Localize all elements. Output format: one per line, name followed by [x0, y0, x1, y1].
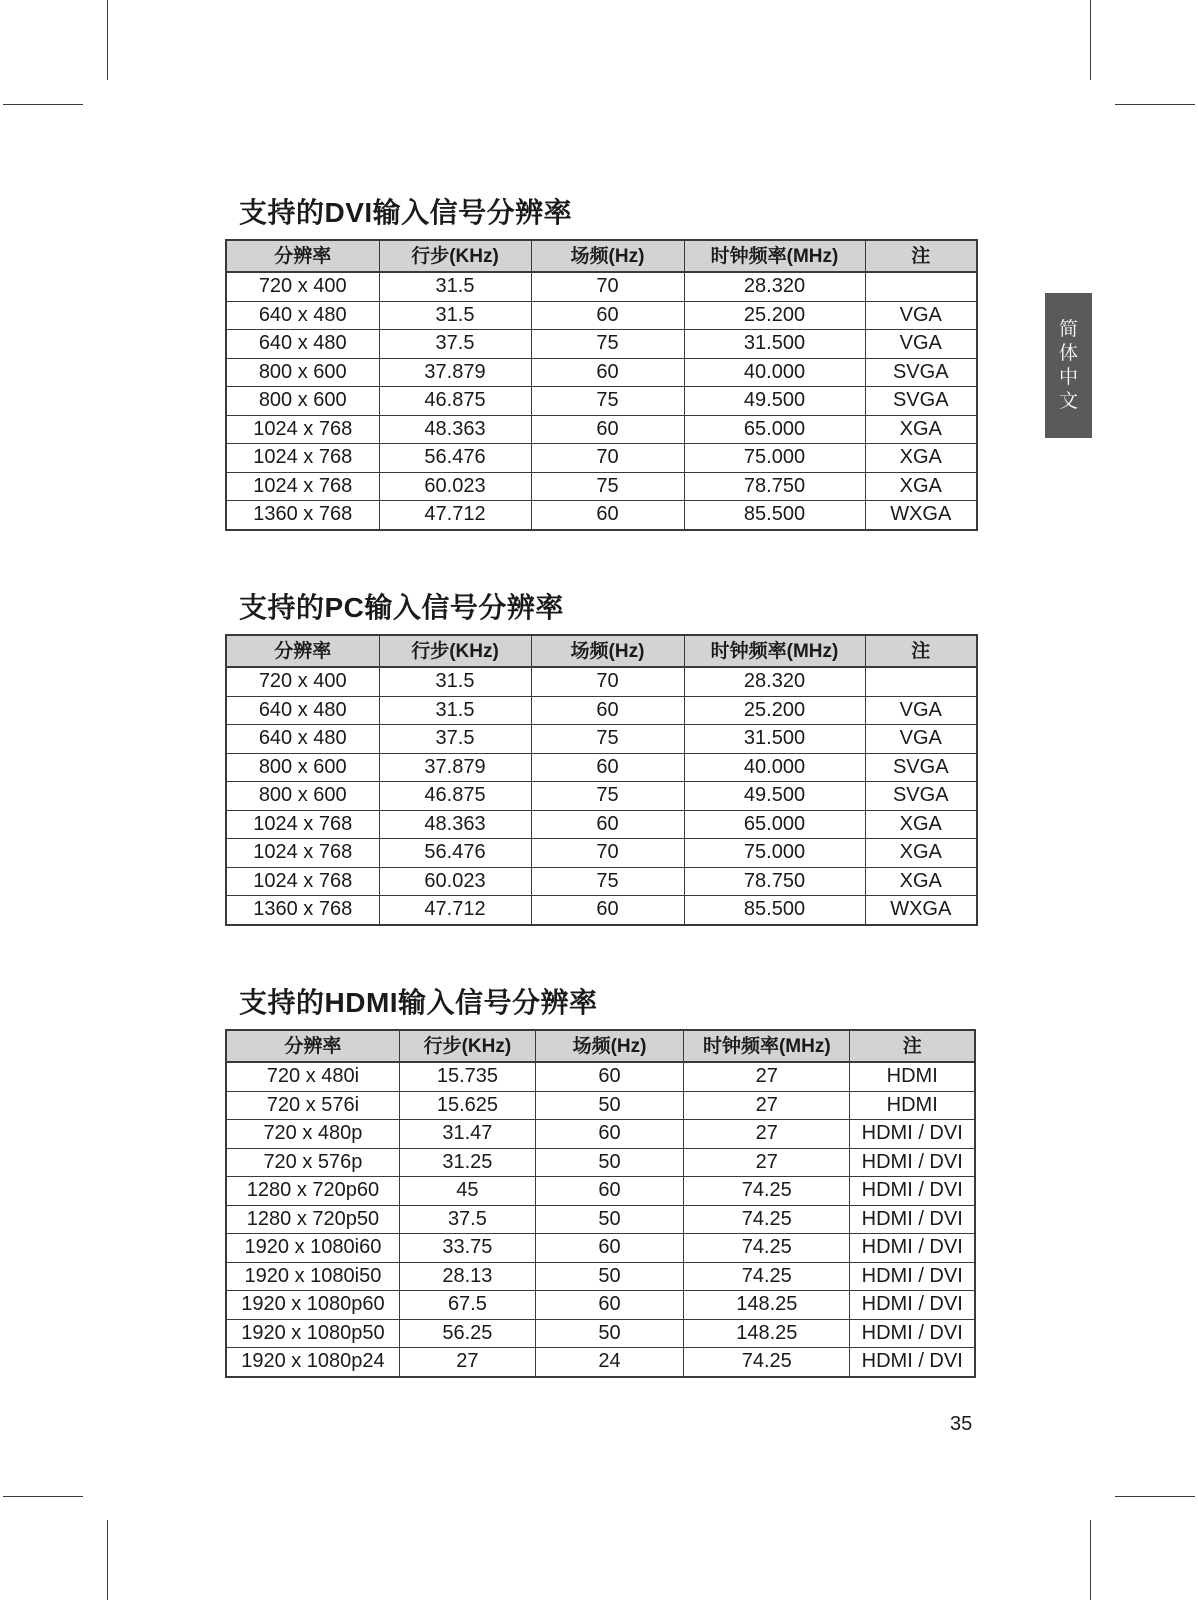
- table-row: [226, 330, 977, 359]
- table-cell: 75.000: [684, 444, 865, 473]
- table-cell: 40.000: [684, 753, 865, 782]
- table-cell: 1360 x 768: [226, 896, 379, 925]
- table-row: [226, 1091, 975, 1120]
- table-cell: 31.47: [399, 1120, 535, 1149]
- table-cell: SVGA: [865, 782, 977, 811]
- column-header: 行步(KHz): [399, 1030, 535, 1062]
- column-header: 注: [865, 635, 977, 667]
- section-title: 支持的DVI输入信号分辨率: [239, 197, 573, 228]
- table-cell: 60: [531, 415, 684, 444]
- crop-mark: [3, 1496, 83, 1497]
- table-cell: 67.5: [399, 1291, 535, 1320]
- column-header: 行步(KHz): [379, 240, 531, 272]
- table-cell: 720 x 576p: [226, 1148, 399, 1177]
- crop-mark: [107, 0, 108, 80]
- table-cell: 78.750: [684, 472, 865, 501]
- language-tab-char: 中: [1058, 366, 1078, 388]
- table-cell: 31.25: [399, 1148, 535, 1177]
- table-cell: 1920 x 1080p24: [226, 1348, 399, 1377]
- table-cell: 70: [531, 839, 684, 868]
- table-cell: 60: [531, 501, 684, 530]
- table-cell: 720 x 400: [226, 667, 379, 696]
- table-cell: 65.000: [684, 415, 865, 444]
- column-header: 时钟频率(MHz): [684, 635, 865, 667]
- table-cell: HDMI: [850, 1091, 975, 1120]
- column-header: 场频(Hz): [531, 240, 684, 272]
- crop-mark: [1115, 104, 1195, 105]
- table-cell: 800 x 600: [226, 358, 379, 387]
- table-cell: 27: [684, 1091, 850, 1120]
- table-cell: 640 x 480: [226, 301, 379, 330]
- table-row: [226, 1205, 975, 1234]
- table-cell: XGA: [865, 415, 977, 444]
- table-cell: 37.5: [399, 1205, 535, 1234]
- table-cell: 37.879: [379, 358, 531, 387]
- table-cell: 60.023: [379, 472, 531, 501]
- table-row: [226, 753, 977, 782]
- table-cell: 60: [535, 1234, 683, 1263]
- table-cell: 37.5: [379, 330, 531, 359]
- table-cell: 48.363: [379, 810, 531, 839]
- table-cell: 640 x 480: [226, 696, 379, 725]
- table-cell: 60: [535, 1291, 683, 1320]
- table-cell: 31.5: [379, 696, 531, 725]
- table-cell: 28.13: [399, 1262, 535, 1291]
- table-cell: 31.5: [379, 667, 531, 696]
- table-cell: HDMI / DVI: [850, 1177, 975, 1206]
- table-cell: 1024 x 768: [226, 867, 379, 896]
- column-header: 注: [850, 1030, 975, 1062]
- table-cell: 1360 x 768: [226, 501, 379, 530]
- table-cell: 27: [399, 1348, 535, 1377]
- table-cell: 1280 x 720p60: [226, 1177, 399, 1206]
- table-cell: 31.500: [684, 330, 865, 359]
- table-cell: 70: [531, 667, 684, 696]
- crop-mark: [1090, 0, 1091, 80]
- table-cell: 47.712: [379, 501, 531, 530]
- table-cell: HDMI / DVI: [850, 1120, 975, 1149]
- column-header: 时钟频率(MHz): [684, 240, 865, 272]
- table-cell: 56.476: [379, 444, 531, 473]
- table-row: [226, 867, 977, 896]
- table-row: [226, 1262, 975, 1291]
- table-cell: XGA: [865, 810, 977, 839]
- section-title: 支持的PC输入信号分辨率: [239, 592, 564, 623]
- table-row: [226, 444, 977, 473]
- table-cell: HDMI / DVI: [850, 1291, 975, 1320]
- table-row: [226, 667, 977, 696]
- table-cell: VGA: [865, 301, 977, 330]
- table-cell: 75.000: [684, 839, 865, 868]
- table-row: [226, 1062, 975, 1091]
- table-cell: 60: [531, 810, 684, 839]
- table-cell: VGA: [865, 725, 977, 754]
- table-cell: 65.000: [684, 810, 865, 839]
- table-row: [226, 839, 977, 868]
- column-header: 分辨率: [226, 1030, 399, 1062]
- table-cell: 640 x 480: [226, 330, 379, 359]
- resolution-table: [225, 1029, 976, 1378]
- crop-mark: [1115, 1496, 1195, 1497]
- table-row: [226, 301, 977, 330]
- table-cell: 46.875: [379, 782, 531, 811]
- table-cell: 33.75: [399, 1234, 535, 1263]
- crop-mark: [1090, 1520, 1091, 1600]
- table-row: [226, 472, 977, 501]
- table-cell: HDMI: [850, 1062, 975, 1091]
- table-cell: 1920 x 1080i50: [226, 1262, 399, 1291]
- table-row: [226, 896, 977, 925]
- table-cell: 31.5: [379, 272, 531, 301]
- table-cell: 56.25: [399, 1319, 535, 1348]
- table-row: [226, 696, 977, 725]
- table-cell: 37.879: [379, 753, 531, 782]
- table-cell: 74.25: [684, 1234, 850, 1263]
- table-row: [226, 1234, 975, 1263]
- table-cell: 49.500: [684, 387, 865, 416]
- table-cell: 75: [531, 330, 684, 359]
- table-cell: HDMI / DVI: [850, 1348, 975, 1377]
- table-cell: 60: [535, 1062, 683, 1091]
- column-header: 分辨率: [226, 240, 379, 272]
- table-header-row: [226, 240, 977, 272]
- table-cell: SVGA: [865, 358, 977, 387]
- table-cell: 40.000: [684, 358, 865, 387]
- table-cell: 720 x 576i: [226, 1091, 399, 1120]
- table-cell: 60: [531, 753, 684, 782]
- table-row: [226, 1348, 975, 1377]
- table-cell: 60: [531, 896, 684, 925]
- table-cell: 60: [531, 358, 684, 387]
- table-cell: 46.875: [379, 387, 531, 416]
- table-cell: 75: [531, 472, 684, 501]
- table-cell: 1024 x 768: [226, 810, 379, 839]
- table-row: [226, 501, 977, 530]
- table-cell: 720 x 480i: [226, 1062, 399, 1091]
- table-header-row: [226, 1030, 975, 1062]
- table-row: [226, 1177, 975, 1206]
- page-number: 35: [950, 1413, 973, 1435]
- table-cell: 27: [684, 1062, 850, 1091]
- table-cell: 1280 x 720p50: [226, 1205, 399, 1234]
- table-cell: 27: [684, 1148, 850, 1177]
- table-cell: VGA: [865, 330, 977, 359]
- table-row: [226, 782, 977, 811]
- resolution-table: [225, 634, 978, 926]
- column-header: 行步(KHz): [379, 635, 531, 667]
- table-cell: 15.625: [399, 1091, 535, 1120]
- table-cell: HDMI / DVI: [850, 1148, 975, 1177]
- table-cell: 800 x 600: [226, 387, 379, 416]
- resolution-table: [225, 239, 978, 531]
- table-cell: [865, 667, 977, 696]
- table-cell: 50: [535, 1262, 683, 1291]
- table-cell: 800 x 600: [226, 753, 379, 782]
- table-row: [226, 725, 977, 754]
- column-header: 分辨率: [226, 635, 379, 667]
- table-cell: 75: [531, 867, 684, 896]
- table-row: [226, 272, 977, 301]
- table-cell: 50: [535, 1319, 683, 1348]
- crop-mark: [3, 104, 83, 105]
- dvi-section: [225, 195, 976, 531]
- table-cell: 1920 x 1080p60: [226, 1291, 399, 1320]
- language-tab: [1045, 293, 1092, 438]
- table-cell: SVGA: [865, 753, 977, 782]
- table-cell: 60: [531, 301, 684, 330]
- table-cell: 85.500: [684, 501, 865, 530]
- column-header: 场频(Hz): [531, 635, 684, 667]
- table-cell: XGA: [865, 444, 977, 473]
- table-cell: 31.5: [379, 301, 531, 330]
- table-cell: 45: [399, 1177, 535, 1206]
- table-cell: 1920 x 1080i60: [226, 1234, 399, 1263]
- table-row: [226, 415, 977, 444]
- table-row: [226, 1120, 975, 1149]
- table-cell: 148.25: [684, 1291, 850, 1320]
- table-cell: 15.735: [399, 1062, 535, 1091]
- section-title: 支持的HDMI输入信号分辨率: [239, 987, 598, 1018]
- table-cell: 74.25: [684, 1262, 850, 1291]
- table-cell: 78.750: [684, 867, 865, 896]
- table-row: [226, 1319, 975, 1348]
- table-cell: 74.25: [684, 1348, 850, 1377]
- table-cell: 85.500: [684, 896, 865, 925]
- table-cell: 47.712: [379, 896, 531, 925]
- table-cell: 1024 x 768: [226, 839, 379, 868]
- table-cell: 31.500: [684, 725, 865, 754]
- table-cell: [865, 272, 977, 301]
- table-cell: 27: [684, 1120, 850, 1149]
- table-row: [226, 810, 977, 839]
- table-cell: HDMI / DVI: [850, 1205, 975, 1234]
- table-row: [226, 1291, 975, 1320]
- table-cell: WXGA: [865, 896, 977, 925]
- table-cell: HDMI / DVI: [850, 1319, 975, 1348]
- table-cell: 60.023: [379, 867, 531, 896]
- table-cell: XGA: [865, 839, 977, 868]
- table-cell: 24: [535, 1348, 683, 1377]
- table-cell: 50: [535, 1205, 683, 1234]
- table-cell: 56.476: [379, 839, 531, 868]
- table-cell: 720 x 400: [226, 272, 379, 301]
- table-cell: XGA: [865, 867, 977, 896]
- table-cell: 60: [535, 1120, 683, 1149]
- table-cell: 70: [531, 444, 684, 473]
- table-cell: 1024 x 768: [226, 415, 379, 444]
- table-cell: SVGA: [865, 387, 977, 416]
- table-cell: 70: [531, 272, 684, 301]
- table-cell: 75: [531, 782, 684, 811]
- table-cell: 48.363: [379, 415, 531, 444]
- table-cell: 148.25: [684, 1319, 850, 1348]
- table-row: [226, 1148, 975, 1177]
- table-cell: 800 x 600: [226, 782, 379, 811]
- table-cell: 37.5: [379, 725, 531, 754]
- table-cell: XGA: [865, 472, 977, 501]
- table-cell: 50: [535, 1148, 683, 1177]
- language-tab-char: 文: [1058, 390, 1078, 412]
- table-cell: 74.25: [684, 1177, 850, 1206]
- table-cell: 28.320: [684, 272, 865, 301]
- language-tab-char: 体: [1058, 342, 1078, 364]
- table-cell: 60: [535, 1177, 683, 1206]
- language-tab-char: 简: [1058, 318, 1078, 340]
- table-cell: 75: [531, 387, 684, 416]
- table-row: [226, 358, 977, 387]
- column-header: 注: [865, 240, 977, 272]
- pc-section: [225, 590, 976, 926]
- table-cell: 720 x 480p: [226, 1120, 399, 1149]
- crop-mark: [107, 1520, 108, 1600]
- table-row: [226, 387, 977, 416]
- hdmi-section: [225, 985, 976, 1378]
- table-cell: 28.320: [684, 667, 865, 696]
- table-cell: 25.200: [684, 696, 865, 725]
- table-header-row: [226, 635, 977, 667]
- column-header: 场频(Hz): [535, 1030, 683, 1062]
- table-cell: WXGA: [865, 501, 977, 530]
- table-cell: HDMI / DVI: [850, 1262, 975, 1291]
- table-cell: VGA: [865, 696, 977, 725]
- table-cell: 1024 x 768: [226, 444, 379, 473]
- table-cell: 49.500: [684, 782, 865, 811]
- table-cell: 1024 x 768: [226, 472, 379, 501]
- column-header: 时钟频率(MHz): [684, 1030, 850, 1062]
- table-cell: HDMI / DVI: [850, 1234, 975, 1263]
- table-cell: 60: [531, 696, 684, 725]
- table-cell: 25.200: [684, 301, 865, 330]
- table-cell: 74.25: [684, 1205, 850, 1234]
- table-cell: 75: [531, 725, 684, 754]
- table-cell: 50: [535, 1091, 683, 1120]
- table-cell: 640 x 480: [226, 725, 379, 754]
- table-cell: 1920 x 1080p50: [226, 1319, 399, 1348]
